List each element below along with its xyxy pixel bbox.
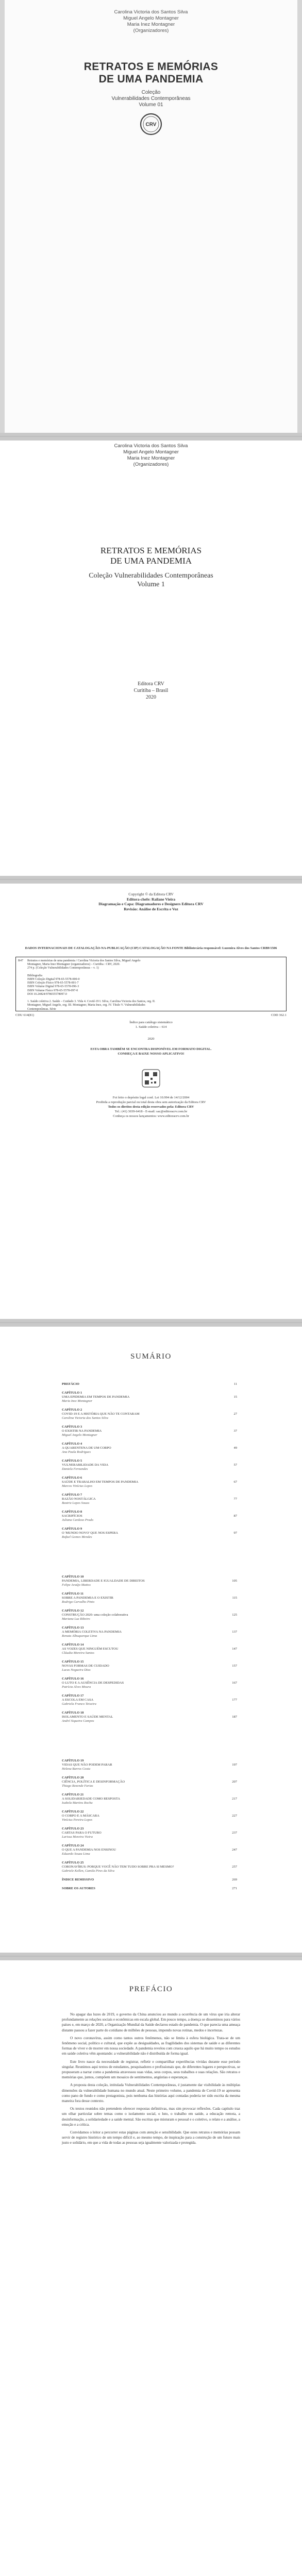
toc-chapter-label: CAPÍTULO 9 xyxy=(62,1527,82,1531)
cover-author-role: (Organizadores) xyxy=(133,28,169,33)
copyright-page xyxy=(0,884,302,1319)
toc-chapter-title: O QUE A PANDEMIA NOS ENSINOU xyxy=(62,1848,116,1852)
toc-entry[interactable] xyxy=(62,1459,237,1471)
toc-page-number: 105 xyxy=(232,1579,237,1583)
preface-heading: PREFÁCIO xyxy=(129,1985,173,1993)
toc-entry[interactable] xyxy=(62,1592,237,1604)
toc-entry[interactable] xyxy=(62,1425,237,1437)
toc-chapter-author: Larissa Moreira Vieira xyxy=(62,1835,93,1839)
toc-chapter-title: A QUARENTENA DE UM CORPO xyxy=(62,1446,111,1450)
toc-chapter-author: Lucas Nogueira Dias xyxy=(62,1668,91,1672)
toc-chapter-label: CAPÍTULO 7 xyxy=(62,1493,82,1497)
page-separator xyxy=(0,1322,302,1323)
preface-paragraph: Os textos reunidos não pretendem oferecer respostas definitivas, mas sim provocar reflexões. Cada capítulo traz um olhar particular sobre temas como o isolamento social, o luto, o trabalho em saúde, a educação remota, a desinformação, a solidariedade e a saúde mental. São escritas que misturam o pessoal e o coletivo, o relato e a análise, a emoção e a crítica. xyxy=(62,2107,240,2127)
toc-chapter-author: Eduardo Souza Lima xyxy=(62,1852,90,1856)
cover-collection-line: Vulnerabilidades Contemporâneas xyxy=(111,96,191,101)
toc-entry[interactable] xyxy=(62,1759,237,1771)
toc-chapter-title: AS VOZES QUE NINGUÉM ESCUTOU xyxy=(62,1647,119,1651)
reproduction-notice: Proibida a reprodução parcial ou total desta obra sem autorização da Editora CRV xyxy=(96,1100,206,1104)
copyright-layout: Diagramação e Capa: Diagramadores e Designers Editora CRV xyxy=(98,902,204,906)
toc-page-number: 207 xyxy=(232,1780,237,1784)
toc-chapter-author: Vinícius Pereira Lopes xyxy=(62,1818,93,1822)
title-page-author-role: (Organizadores) xyxy=(133,462,169,467)
toc-entry[interactable] xyxy=(62,1660,237,1672)
toc-page-number: 269 xyxy=(232,1878,237,1882)
toc-page-number: 237 xyxy=(232,1831,237,1835)
title-page-title-line: DE UMA PANDEMIA xyxy=(110,556,192,566)
toc-chapter-author: Gabriele Kellen, Camila Pires da Silva xyxy=(62,1869,114,1873)
title-page-collection-line: Coleção Vulnerabilidades Contemporâneas xyxy=(89,572,213,580)
toc-page-number: 115 xyxy=(232,1596,237,1600)
toc-page-number: 217 xyxy=(232,1797,237,1801)
toc-page-number: 57 xyxy=(233,1463,237,1467)
preface-page xyxy=(0,1960,302,2576)
toc-chapter-author: Renata Albuquerque Lima xyxy=(62,1634,97,1638)
toc-chapter-author: Patrícia Alves Moura xyxy=(62,1685,91,1689)
toc-page-number: 137 xyxy=(232,1630,237,1634)
title-page-collection xyxy=(0,571,302,589)
toc-chapter-title: PANDEMIA, LIBERDADE E IGUALDADE DE DIREITOS xyxy=(62,1579,145,1583)
cip-line: Contemporâneas. Série xyxy=(27,1007,56,1011)
toc-entry[interactable] xyxy=(62,1408,237,1420)
page-separator xyxy=(0,436,302,437)
toc-page-number: 15 xyxy=(233,1395,237,1399)
toc-chapter-title: CARTAS PARA O FUTURO xyxy=(62,1831,102,1835)
toc-page-number: 177 xyxy=(232,1698,237,1702)
toc-chapter-title: CORONAVÍRUS: PORQUE VOCÊ NÃO TEM TUDO SOBRE PRA SI MESMO? xyxy=(62,1865,174,1869)
toc-entry[interactable] xyxy=(62,1442,237,1454)
toc-page-number: 147 xyxy=(232,1647,237,1651)
cip-record-box xyxy=(15,957,287,1011)
toc-chapter-title: O 'MUNDO NOVO' QUE NOS ESPERA xyxy=(62,1531,119,1535)
cip-class-row xyxy=(15,1013,287,1018)
website-line: Conheça os nossos lançamentos: www.editoracrv.com.br xyxy=(113,1114,189,1118)
toc-chapter-author: Thiago Rezende Farias xyxy=(62,1784,93,1788)
toc-chapter-author: Helena Barros Costa xyxy=(62,1767,91,1771)
cip-line: ISBN Coleção Digital 978-65-5578-000-0 xyxy=(27,978,80,981)
toc-chapter-label: CAPÍTULO 6 xyxy=(62,1476,82,1480)
toc-chapter-label: CAPÍTULO 14 xyxy=(62,1643,84,1647)
toc-entry[interactable] xyxy=(62,1776,237,1788)
toc-chapter-label: CAPÍTULO 15 xyxy=(62,1660,84,1664)
cip-line: DOI 10.24824/978655578097.0 xyxy=(27,992,67,996)
publisher-name: Editora CRV xyxy=(138,681,164,687)
cip-line: Montagner, Miguel Angelo, org. III. Montagner, Maria Inez, org. IV. Título V. Vulnerabilidades xyxy=(27,1004,145,1007)
toc-chapter-label: CAPÍTULO 3 xyxy=(62,1425,82,1429)
toc-chapter-label: CAPÍTULO 16 xyxy=(62,1677,84,1681)
toc-entry[interactable] xyxy=(62,1626,237,1638)
cip-line: Montagner, Maria Inez Montagner (organizadores) – Curitiba : CRV, 2020. xyxy=(27,963,121,967)
toc-chapter-label: CAPÍTULO 21 xyxy=(62,1793,84,1797)
toc-page-number: 187 xyxy=(232,1715,237,1719)
cip-line: ISBN Volume Digital 978-65-5578-096-3 xyxy=(27,985,79,989)
preface-paragraph: A proposta desta coleção, intitulada Vulnerabilidades Contemporâneas, é justamente dar visibilidade às múltiplas dimensões da vulnerabilidade humana no mundo atual. Neste primeiro volume, a pandemia de Covid-19 se apresenta como pano de fundo e como protagonista, pois nenhuma das histórias aqui contadas poderia ter sido escrita da mesma maneira fora desse contexto. xyxy=(62,2083,240,2104)
toc-chapter-author: Cláudia Moreira Santos xyxy=(62,1651,94,1655)
toc-chapter-label: CAPÍTULO 22 xyxy=(62,1810,84,1814)
toc-page-number: 97 xyxy=(233,1531,237,1535)
toc-chapter-label: CAPÍTULO 4 xyxy=(62,1442,82,1446)
toc-page-number: 257 xyxy=(232,1865,237,1869)
copyright-line: Copyright © da Editora CRV xyxy=(128,892,174,896)
cover-author: Miguel Angelo Montagner xyxy=(123,15,179,21)
toc-page-number: 157 xyxy=(232,1664,237,1668)
toc-chapter-title: SAÚDE E TRABALHO EM TEMPOS DE PANDEMIA xyxy=(62,1480,139,1484)
toc-page-number: 11 xyxy=(233,1382,237,1386)
toc-chapter-title: COVID-19 E A HISTÓRIA QUE NÃO TE CONTARAM xyxy=(62,1412,140,1416)
toc-chapter-title: VULNERABILIDADE DA VIDA xyxy=(62,1463,109,1467)
cover-title xyxy=(0,61,302,86)
toc-chapter-title: SOBRE A PANDEMIA E O EXISTIR xyxy=(62,1596,113,1600)
toc-chapter-title: A ESCOLA EM CASA xyxy=(62,1698,94,1702)
toc-chapter-label: CAPÍTULO 2 xyxy=(62,1408,82,1412)
toc-page-number: 27 xyxy=(233,1412,237,1416)
toc-chapter-author: Marcos Vinícius Lopes xyxy=(62,1484,93,1488)
toc-chapter-title: UMA EPIDEMIA EM TEMPOS DE PANDEMIA xyxy=(62,1395,130,1399)
toc-entry[interactable] xyxy=(62,1810,237,1822)
toc-chapter-author: Miguel Angelo Montagner xyxy=(62,1433,97,1437)
toc-entry[interactable] xyxy=(62,1878,237,1882)
toc-page-number: 247 xyxy=(232,1848,237,1852)
toc-entry[interactable] xyxy=(62,1493,237,1505)
toc-chapter-author: Felipe Araújo Mattos xyxy=(62,1583,91,1587)
toc-page-number: 197 xyxy=(232,1763,237,1767)
toc-chapter-author: Gabriela Franco Teixeira xyxy=(62,1702,96,1706)
toc-page-number: 49 xyxy=(233,1446,237,1450)
toc-chapter-label: CAPÍTULO 11 xyxy=(62,1592,84,1596)
toc-chapter-label: CAPÍTULO 20 xyxy=(62,1776,84,1780)
title-page-authors xyxy=(0,443,302,468)
toc-chapter-label: CAPÍTULO 24 xyxy=(62,1844,84,1848)
toc-page-number: 67 xyxy=(233,1480,237,1484)
cdu-code: CDU 614(81) xyxy=(15,1013,34,1017)
publisher-city: Curitiba – Brasil xyxy=(133,688,169,693)
preface-body xyxy=(62,2012,240,2148)
toc-chapter-author: Ana Paula Rodrigues xyxy=(62,1450,91,1454)
preface-paragraph: No apagar das luzes de 2019, o governo da China anunciou ao mundo a ocorrência de um vírus que iria alterar profundamente as relações sociais e econômicas em escala global. Em pouco tempo, a doença se disseminou para vários países e, em março de 2020, a Organização Mundial da Saúde declarou estado de pandemia. O que parecia uma ameaça distante passou a fazer parte do cotidiano de milhões de pessoas, impondo novas rotinas, medos e incertezas. xyxy=(62,2012,240,2032)
title-page-author: Miguel Angelo Montagner xyxy=(123,449,179,455)
cover-title-line: DE UMA PANDEMIA xyxy=(98,73,204,85)
toc-entry[interactable] xyxy=(62,1793,237,1805)
toc-chapter-title: CIÊNCIA, POLÍTICA E DESINFORMAÇÃO xyxy=(62,1780,125,1784)
page-separator xyxy=(0,879,302,880)
toc-chapter-label: SOBRE OS AUTORES xyxy=(62,1887,95,1890)
toc-chapter-author: Rodrigo Carvalho Pinto xyxy=(62,1600,95,1604)
toc-page-number: 227 xyxy=(232,1814,237,1818)
toc-chapter-title: A MEMÓRIA COLETIVA NA PANDEMIA xyxy=(62,1630,122,1634)
toc-chapter-author: André Siqueira Campos xyxy=(62,1719,94,1723)
toc-entry[interactable] xyxy=(62,1575,237,1587)
toc-chapter-author: Daniela Fernandes xyxy=(62,1467,88,1471)
toc-chapter-title: O LUTO E A AUSÊNCIA DE DESPEDIDAS xyxy=(62,1681,124,1685)
toc-chapter-title: ISOLAMENTO E SAÚDE MENTAL xyxy=(62,1715,113,1719)
cip-line: 274 p. (Coleção Vulnerabilidades Contemporâneas – v. 1) xyxy=(27,967,99,970)
legal-deposit: Foi feito o depósito legal conf. Lei 10.994 de 14/12/2004 xyxy=(112,1096,190,1099)
toc-chapter-label: CAPÍTULO 17 xyxy=(62,1694,84,1698)
toc-chapter-author: Maria Inez Montagner xyxy=(62,1399,93,1403)
toc-chapter-title: O CORPO E A MÁSCARA xyxy=(62,1814,99,1818)
toc-entry[interactable] xyxy=(62,1382,237,1386)
copyright-editor: Editora-chefe: Railane Vieira xyxy=(126,896,176,902)
preface-paragraph: Convidamos o leitor a percorrer estas páginas com atenção e sensibilidade. Que estes retratos e memórias possam servir de registro histórico de um tempo difícil e, ao mesmo tempo, de inspiração para a construção de um futuro mais justo e solidário, em que a vida de todas as pessoas seja igualmente valorizada e protegida. xyxy=(62,2130,240,2145)
summary-heading: SUMÁRIO xyxy=(130,1352,172,1361)
toc-chapter-label: PREFÁCIO xyxy=(62,1382,79,1386)
toc-chapter-label: CAPÍTULO 23 xyxy=(62,1827,84,1831)
cip-title: DADOS INTERNACIONAIS DE CATALOGAÇÃO-NA-PUBLICAÇÃO (CIP) CATALOGAÇÃO NA FONTE Bibliotecária responsável: Luzenira Alves dos Santos CRB9/1506 xyxy=(25,946,277,950)
title-page-author: Maria Inez Montagner xyxy=(127,455,175,461)
toc-page-number: 167 xyxy=(232,1681,237,1685)
title-page-publisher xyxy=(0,681,302,701)
toc-chapter-author: Rafael Gomes Mendes xyxy=(62,1535,92,1539)
toc-chapter-title: O EXISTIR NA PANDEMIA xyxy=(62,1429,102,1433)
toc-entry[interactable] xyxy=(62,1844,237,1856)
copyright-review: Revisão: Análise de Escrita e Voz xyxy=(124,906,178,911)
cover-author: Carolina Victoria dos Santos Silva xyxy=(114,9,188,15)
toc-chapter-title: NOVAS FORMAS DE CUIDADO xyxy=(62,1664,109,1668)
toc-entry[interactable] xyxy=(62,1827,237,1839)
cover-title-line: RETRATOS E MEMÓRIAS xyxy=(83,61,219,73)
toc-page-number: 125 xyxy=(232,1613,237,1617)
toc-chapter-label: CAPÍTULO 12 xyxy=(62,1609,84,1613)
page-separator xyxy=(0,1956,302,1957)
index-heading: Índice para catálogo sistemático xyxy=(129,1021,173,1024)
digital-notice: ESTA OBRA TAMBÉM SE ENCONTRA DISPONÍVEL EM FORMATO DIGITAL. xyxy=(90,1047,212,1051)
toc-chapter-author: Mariana Luz Ribeiro xyxy=(62,1617,90,1621)
toc-chapter-title: VIDAS QUE NÃO PODEM PARAR xyxy=(62,1763,112,1767)
toc-chapter-label: CAPÍTULO 1 xyxy=(62,1391,82,1395)
toc-chapter-title: A SOLIDARIEDADE COMO RESPOSTA xyxy=(62,1797,121,1801)
cover-collection-line: Coleção xyxy=(141,90,161,95)
publisher-year: 2020 xyxy=(146,694,156,700)
cip-line: ISBN Coleção Físico 978-65-5578-001-7 xyxy=(27,981,79,985)
toc-entry[interactable] xyxy=(62,1711,237,1723)
toc-chapter-author: Carolina Victoria dos Santos Silva xyxy=(62,1416,108,1420)
cover-collection xyxy=(0,90,302,108)
toc-page-number: 77 xyxy=(233,1497,237,1501)
cdd-code: CDD 362.1 xyxy=(271,1013,287,1017)
cover-author: Maria Inez Montagner xyxy=(127,22,175,27)
toc-chapter-author: Isabela Martins Rocha xyxy=(62,1801,93,1805)
toc-entry[interactable] xyxy=(62,1510,237,1522)
toc-chapter-label: CAPÍTULO 19 xyxy=(62,1759,84,1762)
toc-entry[interactable] xyxy=(62,1694,237,1706)
copyright-credits xyxy=(0,892,302,911)
toc-entry[interactable] xyxy=(62,1609,237,1621)
toc-chapter-label: CAPÍTULO 18 xyxy=(62,1711,84,1715)
toc-entry[interactable] xyxy=(62,1643,237,1655)
toc-page-number: 87 xyxy=(233,1514,237,1518)
cover-authors xyxy=(0,9,302,34)
cip-line: ISBN Volume Físico 978-65-5578-097-0 xyxy=(27,989,78,992)
summary-page xyxy=(0,1327,302,1953)
app-notice: CONHEÇA E BAIXE NOSSO APLICATIVO! xyxy=(118,1052,184,1056)
cip-id: R47 xyxy=(18,959,24,962)
toc-entry[interactable] xyxy=(62,1391,237,1403)
title-page-collection-line: Volume 1 xyxy=(137,581,165,588)
toc-chapter-title: CONSTRUÇÃO 2020: uma coleção colaborativa xyxy=(62,1613,128,1617)
crv-logo-icon xyxy=(139,112,163,136)
toc-chapter-author: Beatriz Lopes Souza xyxy=(62,1501,90,1505)
toc-page-number: 271 xyxy=(232,1887,237,1890)
book-cover xyxy=(0,0,302,433)
svg-text:CRV: CRV xyxy=(145,122,157,128)
toc-entry[interactable] xyxy=(62,1527,237,1539)
cover-collection-line: Volume 01 xyxy=(139,102,163,108)
toc-entry[interactable] xyxy=(62,1861,237,1873)
title-page-title xyxy=(0,546,302,566)
toc-entry[interactable] xyxy=(62,1887,237,1891)
toc-page-number: 37 xyxy=(233,1429,237,1433)
rights-notice: Todos os direitos desta edição reservados pela: Editora CRV xyxy=(108,1105,194,1109)
toc-chapter-label: CAPÍTULO 13 xyxy=(62,1626,84,1630)
toc-chapter-label: CAPÍTULO 8 xyxy=(62,1510,82,1514)
preface-paragraph: O novo coronavírus, assim como tantos outros fenômenos, não se limita à esfera biológica. Trata-se de um fenômeno social, político e cultural, que expõe as desigualdades, as fragilidades dos sistemas de saúde e as diferentes formas de viver e de morrer em nossa sociedade. A pandemia revelou com crueza aquilo que há muito tempo os estudos em saúde coletiva vêm apontando: a vulnerabilidade não é distribuída de forma igual. xyxy=(62,2036,240,2056)
toc-chapter-label: CAPÍTULO 5 xyxy=(62,1459,82,1463)
preface-paragraph: Este livro nasce da necessidade de registrar, refletir e compartilhar experiências vividas durante esse período singular. Reunimos aqui textos de estudantes, pesquisadores e profissionais que, de diferentes lugares e perspectivas, se propuseram a narrar como a pandemia atravessou suas vidas, seus corpos, seus trabalhos e suas relações. São retratos e memórias que, juntos, compõem um mosaico de sentimentos, angústias e esperanças. xyxy=(62,2059,240,2080)
title-page xyxy=(0,440,302,876)
toc-chapter-label: ÍNDICE REMISSIVO xyxy=(62,1878,94,1882)
cip-line: 1. Saúde coletiva 2. Saúde – Cuidado 3. Vida 4. Covid-19 I. Silva, Carolina Victoria dos Santos, org. II. xyxy=(27,1000,156,1004)
toc-chapter-label: CAPÍTULO 25 xyxy=(62,1861,84,1865)
title-page-author: Carolina Victoria dos Santos Silva xyxy=(114,443,188,449)
toc-chapter-label: CAPÍTULO 10 xyxy=(62,1575,84,1579)
toc-entry[interactable] xyxy=(62,1476,237,1488)
toc-chapter-author: Juliana Cardoso Prado xyxy=(62,1518,94,1522)
toc-chapter-title: RAZÃO NOSTÁLGICA xyxy=(62,1497,96,1501)
contact-line: Tel.: (41) 3039-6418 - E-mail: sac@editoracrv.com.br xyxy=(114,1110,188,1113)
title-page-title-line: RETRATOS E MEMÓRIAS xyxy=(100,546,202,555)
toc-chapter-title: SACRIFÍCIOS xyxy=(62,1514,82,1518)
cip-line: Bibliografia xyxy=(27,974,42,977)
cip-line: Retratos e memórias de uma pandemia / Carolina Victoria dos Santos Silva, Miguel Angelo xyxy=(27,959,141,962)
index-item: 1. Saúde coletiva – 614 xyxy=(135,1025,167,1029)
year-line: 2020 xyxy=(147,1037,155,1041)
app-badge-icon xyxy=(139,1066,163,1090)
toc-entry[interactable] xyxy=(62,1677,237,1689)
